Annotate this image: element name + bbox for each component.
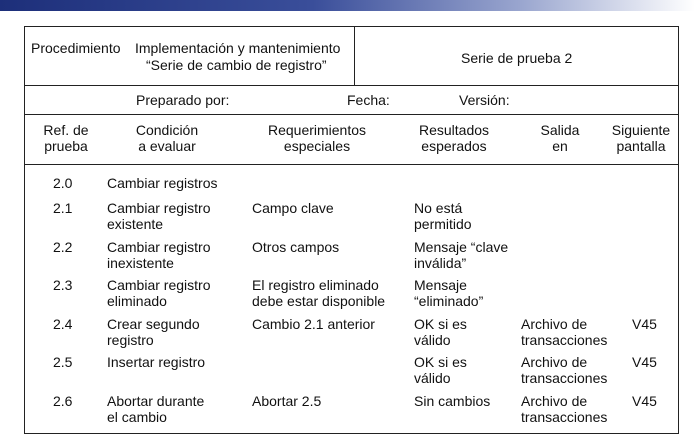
prepared-by-label: Preparado por: xyxy=(136,92,230,108)
row-results: OK si es válido xyxy=(414,354,467,386)
row-requirements: El registro eliminado debe estar disponible xyxy=(252,277,386,309)
row-results: OK si es válido xyxy=(414,316,467,348)
row-ref: 2.6 xyxy=(53,393,73,409)
row-output: Archivo de transacciones xyxy=(521,393,608,425)
column-header-results: Resultados esperados xyxy=(418,122,490,154)
header-divider xyxy=(354,27,355,85)
row-requirements: Otros campos xyxy=(252,239,340,255)
row-condition: Cambiar registros xyxy=(107,175,218,191)
column-header-next-screen: Siguiente pantalla xyxy=(611,122,671,154)
column-header-requirements: Requerimientos especiales xyxy=(267,122,367,154)
column-header-condition: Condición a evaluar xyxy=(135,122,199,154)
row-results: Sin cambios xyxy=(414,393,491,409)
version-label: Versión: xyxy=(459,92,510,108)
column-headers xyxy=(25,114,678,165)
row-condition: Cambiar registro inexistente xyxy=(107,239,211,271)
row-ref: 2.5 xyxy=(53,354,73,370)
row-requirements: Cambio 2.1 anterior xyxy=(252,316,375,332)
row-ref: 2.0 xyxy=(53,175,73,191)
row-requirements: Abortar 2.5 xyxy=(252,393,322,409)
row-ref: 2.4 xyxy=(53,316,73,332)
series-title: Serie de prueba 2 xyxy=(461,50,573,66)
test-plan-form xyxy=(24,26,679,434)
decorative-top-bar xyxy=(0,0,695,11)
row-results: No está permitido xyxy=(414,200,472,232)
date-label: Fecha: xyxy=(347,92,390,108)
metadata-row xyxy=(25,85,678,115)
row-next-screen: V45 xyxy=(632,393,657,409)
row-output: Archivo de transacciones xyxy=(521,316,608,348)
row-results: Mensaje “clave inválida” xyxy=(414,239,509,271)
procedure-title-line2: “Serie de cambio de registro” xyxy=(146,57,327,73)
row-next-screen: V45 xyxy=(632,316,657,332)
row-output: Archivo de transacciones xyxy=(521,354,608,386)
row-ref: 2.3 xyxy=(53,277,73,293)
row-condition: Abortar durante el cambio xyxy=(107,393,205,425)
row-ref: 2.2 xyxy=(53,239,73,255)
row-next-screen: V45 xyxy=(632,354,657,370)
column-header-ref: Ref. de prueba xyxy=(43,122,89,154)
row-condition: Cambiar registro eliminado xyxy=(107,277,211,309)
column-header-output: Salida en xyxy=(540,122,580,154)
row-requirements: Campo clave xyxy=(252,200,334,216)
form-header xyxy=(25,27,678,86)
row-condition: Insertar registro xyxy=(107,354,206,370)
row-ref: 2.1 xyxy=(53,200,73,216)
row-condition: Cambiar registro existente xyxy=(107,200,211,232)
row-condition: Crear segundo registro xyxy=(107,316,200,348)
procedure-title-line1: Implementación y mantenimiento xyxy=(135,40,341,56)
procedure-label: Procedimiento xyxy=(31,40,121,56)
row-results: Mensaje “eliminado” xyxy=(414,277,484,309)
